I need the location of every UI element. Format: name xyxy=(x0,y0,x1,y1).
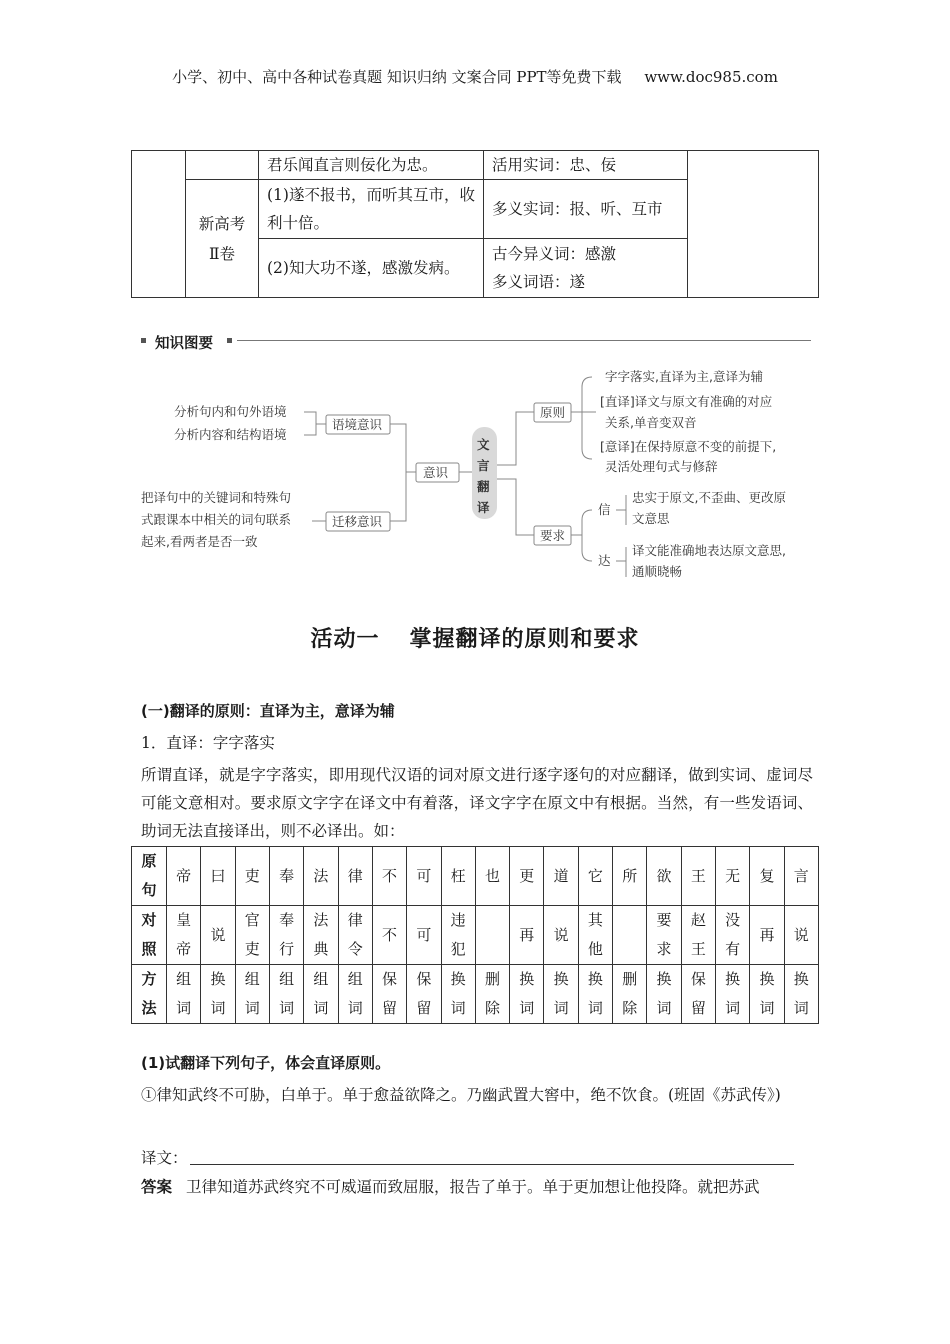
context-label: 语境意识 xyxy=(332,417,383,432)
method-cell: 换词 xyxy=(784,965,818,1024)
page-header xyxy=(0,66,950,87)
method-cell: 删除 xyxy=(613,965,647,1024)
original-cell: 所 xyxy=(613,847,647,906)
method-cell: 删除 xyxy=(475,965,509,1024)
activity-name: 掌握翻译的原则和要求 xyxy=(409,627,640,652)
modern-cell: 律令 xyxy=(338,906,372,965)
original-cell: 言 xyxy=(784,847,818,906)
point-line-2: 多义词语：遂 xyxy=(492,273,586,291)
exam-table xyxy=(131,150,819,298)
original-cell: 复 xyxy=(750,847,784,906)
answer xyxy=(141,1175,813,1197)
da-label: 达 xyxy=(598,553,611,568)
method-cell: 换词 xyxy=(647,965,681,1024)
transfer-text-line: 把译句中的关键词和特殊句 xyxy=(141,490,292,505)
original-cell: 道 xyxy=(544,847,578,906)
principle-item: 灵活处理句式与修辞 xyxy=(605,459,718,474)
bullet-square xyxy=(141,338,146,343)
method-cell: 保留 xyxy=(681,965,715,1024)
blank-col-5 xyxy=(688,151,819,298)
translation-blank[interactable] xyxy=(190,1164,794,1165)
principle-item: 字字落实,直译为主,意译为辅 xyxy=(605,369,763,384)
modern-cell: 再 xyxy=(510,906,544,965)
original-cell: 无 xyxy=(716,847,750,906)
original-cell: 它 xyxy=(578,847,612,906)
blank-col-2 xyxy=(186,151,259,180)
principle-item: [意译]在保持原意不变的前提下, xyxy=(600,439,777,454)
bullet-square xyxy=(227,338,232,343)
context-item: 分析内容和结构语境 xyxy=(174,427,287,442)
point-cell: 多义实词：报、听、互市 xyxy=(484,180,688,239)
original-cell: 更 xyxy=(510,847,544,906)
xin-label: 信 xyxy=(598,502,611,517)
method-cell: 换词 xyxy=(441,965,475,1024)
sentence-cell: 君乐闻直言则佞化为忠。 xyxy=(259,151,484,180)
method-cell: 组词 xyxy=(304,965,338,1024)
center-label-char: 文 xyxy=(477,437,490,452)
original-cell: 帝 xyxy=(167,847,201,906)
exercise-heading: (1)试翻译下列句子，体会直译原则。 xyxy=(141,1054,391,1072)
header-text: 小学、初中、高中各种试卷真题 知识归纳 文案合同 PPT等免费下载 xyxy=(172,68,622,86)
modern-cell: 再 xyxy=(750,906,784,965)
activity-title xyxy=(0,622,950,653)
method-cell: 保留 xyxy=(407,965,441,1024)
principle-label: 原则 xyxy=(540,405,566,420)
method-cell: 换词 xyxy=(510,965,544,1024)
sentence-cell: (1)遂不报书，而听其互市，收利十倍。 xyxy=(259,180,484,239)
answer-label: 答案 xyxy=(141,1178,173,1196)
exam-name: 新高考Ⅱ卷 xyxy=(198,214,246,263)
original-cell: 曰 xyxy=(201,847,235,906)
section-heading: (一)翻译的原则：直译为主，意译为辅 xyxy=(141,702,395,720)
original-cell: 王 xyxy=(681,847,715,906)
row-head: 原句 xyxy=(132,847,167,906)
awareness-label: 意识 xyxy=(423,465,449,480)
original-cell: 律 xyxy=(338,847,372,906)
method-cell: 换词 xyxy=(716,965,750,1024)
point-line-1: 古今异义词：感激 xyxy=(492,245,617,263)
method-cell: 保留 xyxy=(372,965,406,1024)
modern-cell: 奉行 xyxy=(269,906,303,965)
xin-text: 文意思 xyxy=(632,511,670,526)
transfer-text-line: 起来,看两者是否一致 xyxy=(141,534,258,549)
knowledge-mindmap xyxy=(0,355,950,585)
modern-cell xyxy=(475,906,509,965)
modern-cell: 其他 xyxy=(578,906,612,965)
knowledge-map-title: 知识图要 xyxy=(155,336,213,352)
answer-text: 卫律知道苏武终究不可威逼而致屈服，报告了单于。单于更加想让他投降。就把苏武 xyxy=(186,1178,760,1196)
transfer-text-line: 式跟课本中相关的词句联系 xyxy=(141,512,292,527)
principle-item: [直译]译文与原文有准确的对应 xyxy=(600,394,773,409)
center-label-char: 译 xyxy=(477,500,490,515)
modern-cell: 皇帝 xyxy=(167,906,201,965)
method-cell: 换词 xyxy=(578,965,612,1024)
translation-table xyxy=(131,846,819,1024)
requirement-label: 要求 xyxy=(540,528,566,543)
method-cell: 组词 xyxy=(269,965,303,1024)
center-label-char: 翻 xyxy=(477,479,490,494)
xin-text: 忠实于原文,不歪曲、更改原 xyxy=(632,490,786,505)
method-cell: 组词 xyxy=(235,965,269,1024)
original-cell: 枉 xyxy=(441,847,475,906)
context-item: 分析句内和句外语境 xyxy=(174,404,287,419)
point-cell xyxy=(484,239,688,298)
row-head: 对照 xyxy=(132,906,167,965)
modern-cell: 可 xyxy=(407,906,441,965)
sub-heading: 1．直译：字字落实 xyxy=(141,734,275,752)
method-cell: 组词 xyxy=(338,965,372,1024)
translation-label: 译文： xyxy=(141,1149,188,1167)
original-cell: 可 xyxy=(407,847,441,906)
modern-cell: 要求 xyxy=(647,906,681,965)
activity-number: 活动一 xyxy=(310,627,380,652)
da-text: 通顺晓畅 xyxy=(632,564,683,579)
transfer-label: 迁移意识 xyxy=(332,514,383,529)
modern-cell: 说 xyxy=(784,906,818,965)
modern-cell: 没有 xyxy=(716,906,750,965)
knowledge-map-bar xyxy=(141,332,811,350)
original-cell: 奉 xyxy=(269,847,303,906)
point-cell: 活用实词：忠、佞 xyxy=(484,151,688,180)
center-label-char: 言 xyxy=(477,458,490,473)
divider-line xyxy=(237,340,811,341)
principle-item: 关系,单音变双音 xyxy=(605,415,697,430)
modern-cell: 法典 xyxy=(304,906,338,965)
method-cell: 换词 xyxy=(750,965,784,1024)
exercise-sentence: ①律知武终不可胁，白单于。单于愈益欲降之。乃幽武置大窖中，绝不饮食。(班固《苏武传》) xyxy=(141,1086,781,1104)
da-text: 译文能准确地表达原文意思, xyxy=(632,543,786,558)
method-cell: 换词 xyxy=(544,965,578,1024)
original-cell: 法 xyxy=(304,847,338,906)
modern-cell: 说 xyxy=(201,906,235,965)
exam-name-cell xyxy=(186,180,259,298)
row-head: 方法 xyxy=(132,965,167,1024)
original-cell: 欲 xyxy=(647,847,681,906)
sentence-cell: (2)知大功不遂，感激发病。 xyxy=(259,239,484,298)
paragraph xyxy=(141,761,813,845)
method-cell: 换词 xyxy=(201,965,235,1024)
modern-cell: 不 xyxy=(372,906,406,965)
original-cell: 不 xyxy=(372,847,406,906)
modern-cell: 违犯 xyxy=(441,906,475,965)
original-cell: 吏 xyxy=(235,847,269,906)
paragraph-text: 所谓直译，就是字字落实，即用现代汉语的词对原文进行逐字逐句的对应翻译，做到实词、虚词尽可能文意相对。要求原文字字在译文中有着落，译文字字在原文中有根据。当然，有一些发语词、助词无法直接译出，则不必译出。如： xyxy=(141,766,813,840)
method-cell: 组词 xyxy=(167,965,201,1024)
modern-cell: 赵王 xyxy=(681,906,715,965)
original-cell: 也 xyxy=(475,847,509,906)
modern-cell: 官吏 xyxy=(235,906,269,965)
header-site: www.doc985.com xyxy=(644,68,778,86)
modern-cell xyxy=(613,906,647,965)
modern-cell: 说 xyxy=(544,906,578,965)
blank-col-1 xyxy=(132,151,186,298)
